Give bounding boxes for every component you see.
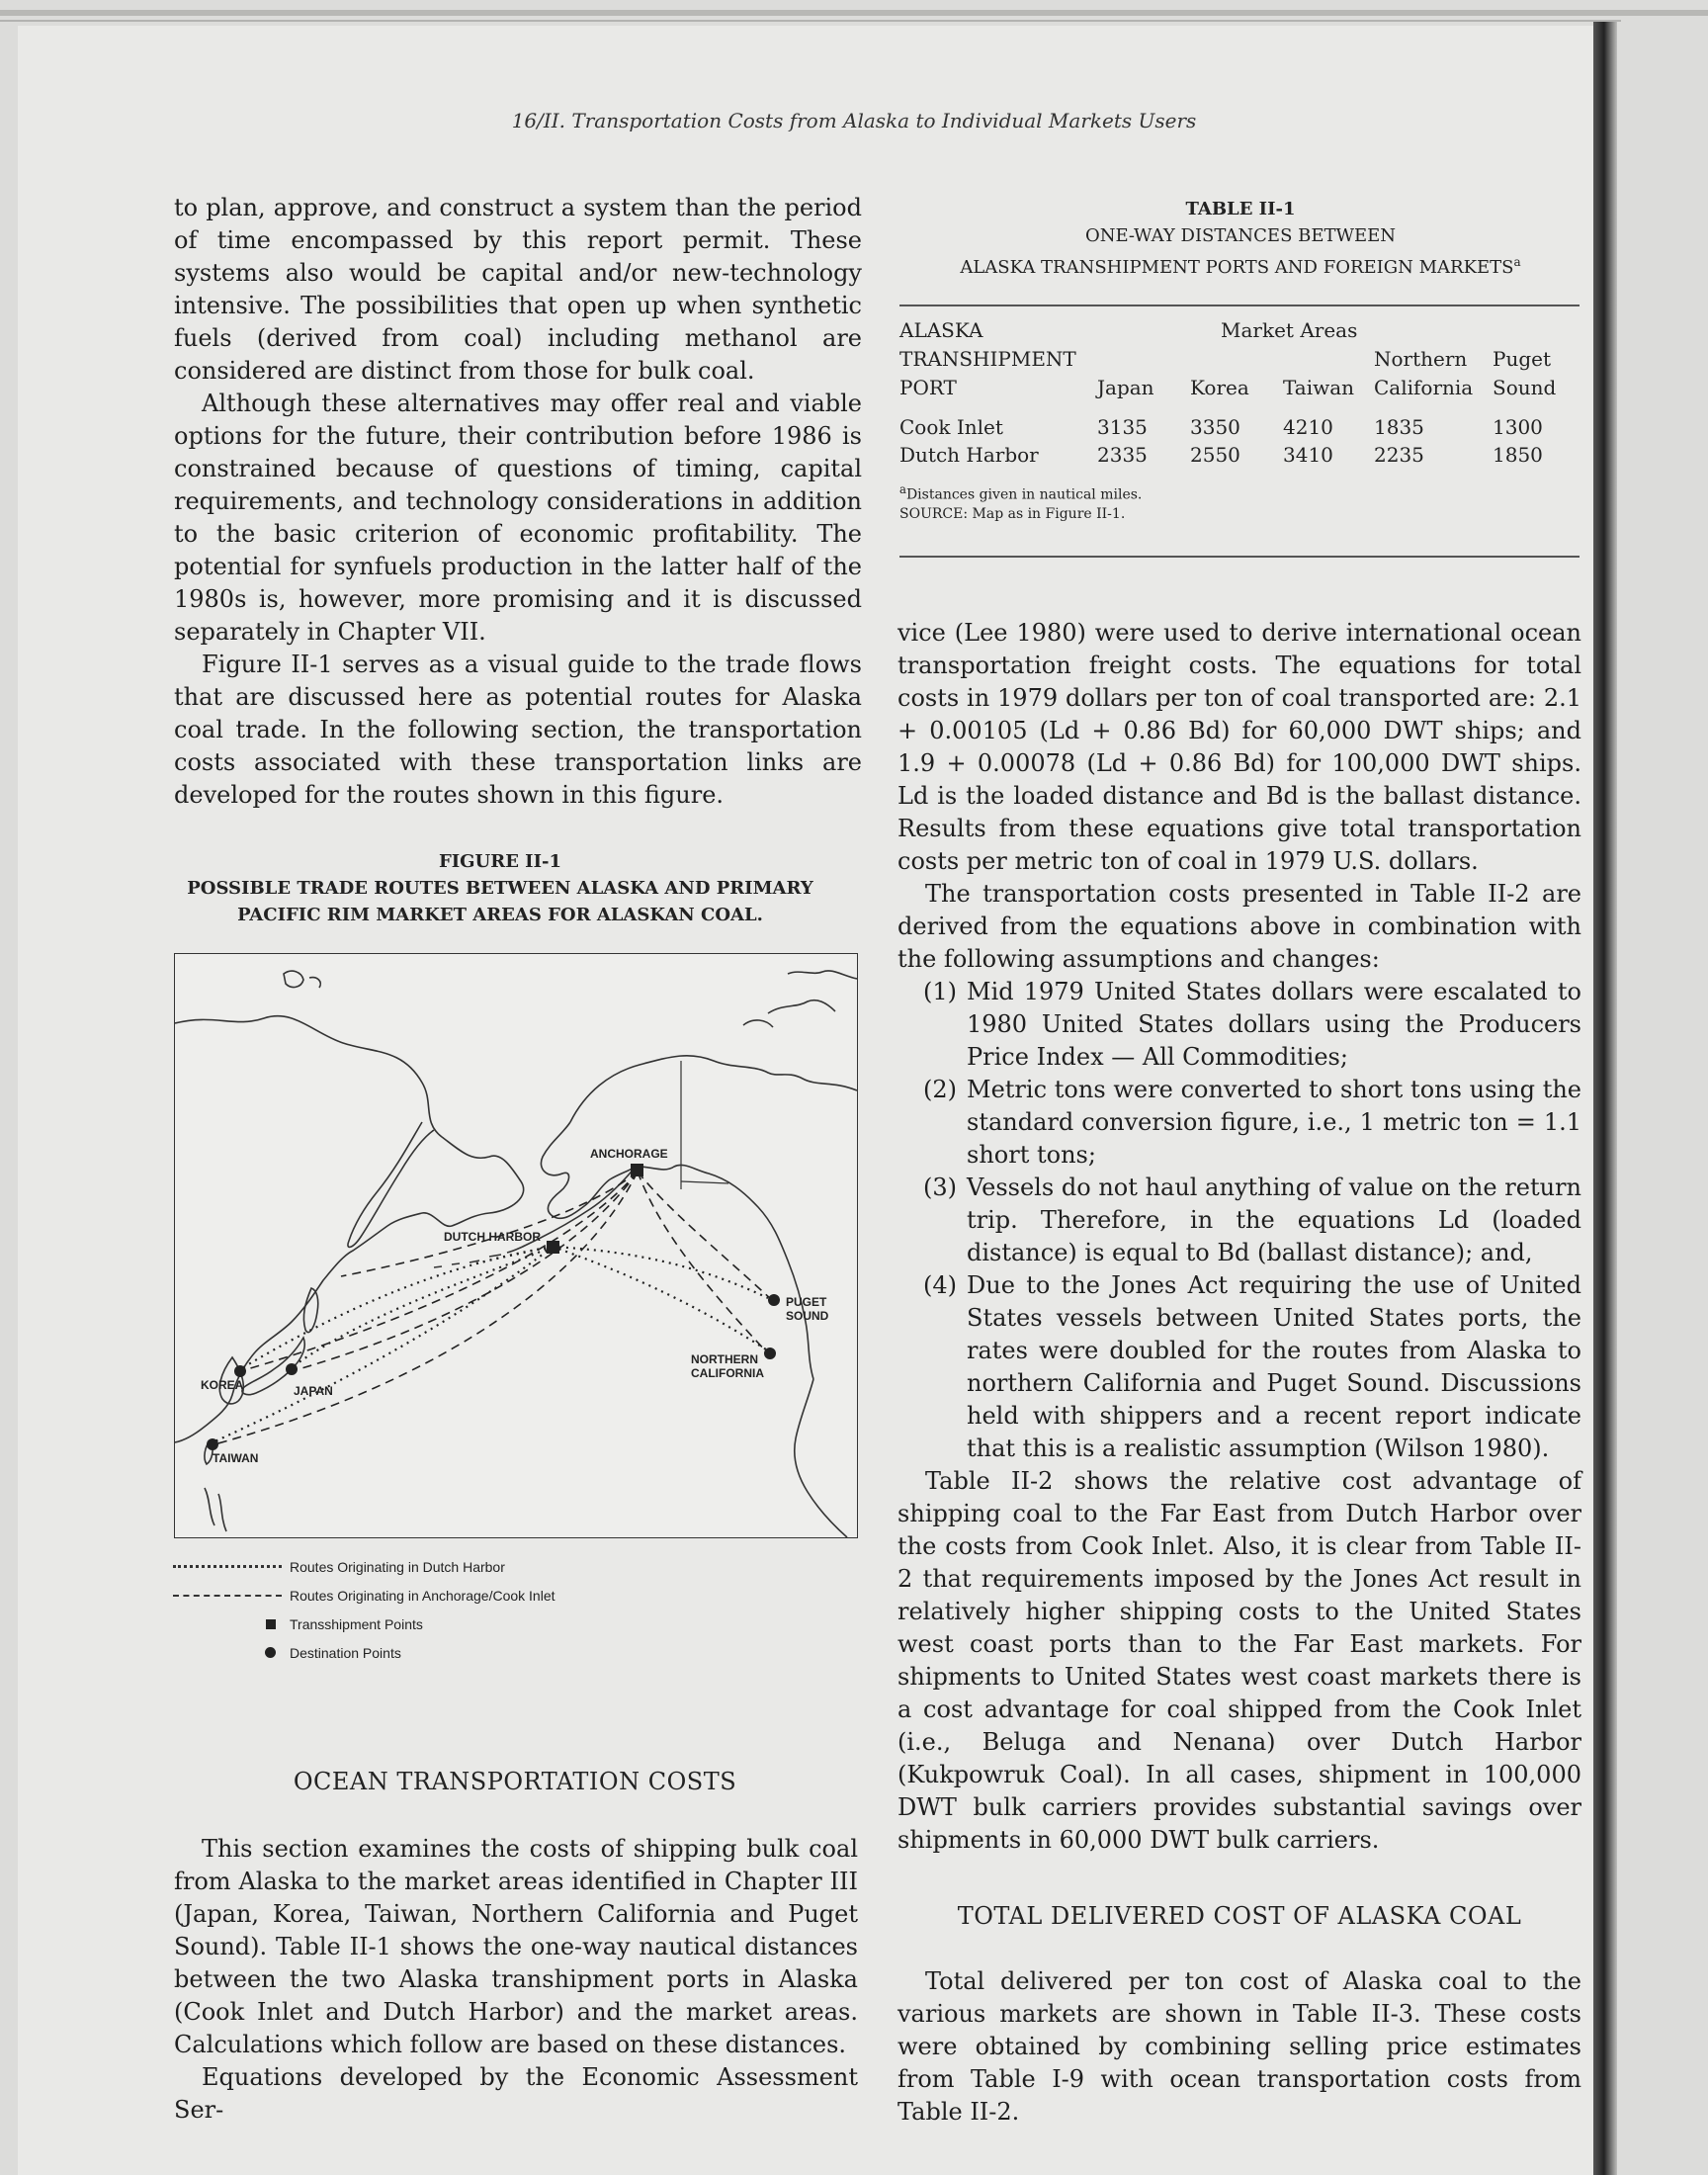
list-text: Due to the Jones Act requiring the use of United States vessels between United States ports, the rates were doubled for the routes from Alaska to northern California and Puget Sound. Discussions held with shippers and a recent report indicate that this is a realistic assumption (Wilson 1980). <box>967 1271 1581 1462</box>
legend-item <box>168 1552 761 1581</box>
route-dh-puget <box>553 1247 768 1298</box>
map-drawing <box>175 954 857 1537</box>
paragraph: Figure II-1 serves as a visual guide to the trade flows that are discussed here as potential routes for Alaska coal trade. In the following section, the transportation costs associated with these transportation links are developed for the routes shown in this figure. <box>174 651 862 809</box>
dutch-harbor-marker <box>547 1241 559 1254</box>
stub-header-line1: ALASKA <box>899 318 983 342</box>
scan-artifact-line <box>0 20 1621 22</box>
col-header-korea: Korea <box>1190 376 1249 399</box>
table-bottom-rule <box>899 556 1580 558</box>
taiwan-marker <box>207 1438 218 1450</box>
northern-california-marker <box>764 1348 776 1359</box>
legend-label: Routes Originating in Anchorage/Cook Inlet <box>290 1587 555 1604</box>
list-item <box>897 976 1581 1074</box>
table-cell: 1835 <box>1374 415 1424 439</box>
list-number: (1) <box>923 978 957 1005</box>
list-text: Mid 1979 United States dollars were escalated to 1980 United States dollars using the Producers Price Index — All Commodities; <box>967 978 1581 1071</box>
list-number: (2) <box>923 1076 957 1103</box>
table-cell: 1850 <box>1493 443 1543 467</box>
legend-item <box>168 1610 761 1638</box>
list-item <box>897 1269 1581 1465</box>
arctic-islands <box>743 971 857 1027</box>
paragraph: The transportation costs presented in Table II-2 are derived from the equations above in combination with the following assumptions and changes: <box>897 880 1581 973</box>
table-title-footnote-mark: a <box>1513 255 1521 269</box>
row-port-cook-inlet: Cook Inlet <box>899 415 1003 439</box>
us-west-coast <box>795 1379 847 1537</box>
legend-label: Routes Originating in Dutch Harbor <box>290 1558 505 1575</box>
table-number: TABLE II-1 <box>1185 199 1296 219</box>
figure-caption <box>174 848 826 928</box>
paragraph: Table II-2 shows the relative cost advantage of shipping coal to the Far East from Dutch Harbor over the costs from Cook Inlet. Also, it is clear from Table II-2 that requirements imposed by the Jones Act result in relatively higher shipping costs to the United States west coast ports than to the Far East markets. For shipments to United States west coast markets there is a cost advantage for coal shipped from the Cook Inlet (i.e., Beluga and Nenana) over Dutch Harbor (Kukpowruk Coal). In all cases, shipment in 100,000 DWT bulk carriers provides substantial savings over shipments in 60,000 DWT bulk carriers. <box>897 1467 1581 1854</box>
figure-number: FIGURE II-1 <box>438 851 562 872</box>
label-puget-2: SOUND <box>786 1309 829 1323</box>
legend-item <box>168 1638 761 1667</box>
route-anc-puget <box>638 1172 772 1300</box>
right-column-text <box>897 617 1581 1857</box>
table-cell: 3350 <box>1190 415 1240 439</box>
anchorage-marker <box>631 1164 643 1176</box>
coastlines <box>175 971 857 1537</box>
assumptions-list <box>897 976 1581 1465</box>
circle-icon <box>265 1647 276 1658</box>
table-cell: 3410 <box>1283 443 1333 467</box>
list-number: (4) <box>923 1271 957 1299</box>
table-cell: 2335 <box>1097 443 1148 467</box>
running-header: 16/II. Transportation Costs from Alaska to Individual Markets Users <box>511 109 1197 132</box>
trade-routes-map <box>174 953 858 1538</box>
table-cell: 2550 <box>1190 443 1240 467</box>
alaska-west-coast <box>541 1122 636 1218</box>
book-spine-shadow <box>1593 22 1617 2175</box>
label-norcal-1: NORTHERN <box>691 1352 758 1366</box>
kamchatka-coast <box>348 1122 434 1247</box>
list-item <box>897 1172 1581 1269</box>
label-dutch-harbor: DUTCH HARBOR <box>444 1230 541 1244</box>
legend-label: Destination Points <box>290 1644 401 1661</box>
table-cell: 2235 <box>1374 443 1424 467</box>
philippines-coast <box>205 1488 226 1531</box>
label-taiwan: TAIWAN <box>213 1451 259 1465</box>
route-anc-korea <box>240 1172 638 1371</box>
label-japan: JAPAN <box>294 1384 333 1398</box>
table-title-line2: ALASKA TRANSHIPMENT PORTS AND FOREIGN MARKETS$^a$ <box>960 255 1521 278</box>
legend-item <box>168 1581 761 1610</box>
list-item <box>897 1074 1581 1172</box>
scan-artifact-top <box>0 10 1708 16</box>
label-anchorage: ANCHORAGE <box>590 1147 668 1161</box>
small-islands <box>284 971 320 988</box>
col-header-japan: Japan <box>1097 376 1154 399</box>
paragraph: Although these alternatives may offer real and viable options for the future, their contribution before 1986 is constrained because of questions of timing, capital requirements, and technology considerations in addition to the basic criterion of economic profitability. The potential for synfuels production in the latter half of the 1980s is, however, more promising and it is discussed separately in Chapter VII. <box>174 390 862 646</box>
list-text: Metric tons were converted to short tons using the standard conversion figure, i.e., 1 metric ton = 1.1 short tons; <box>967 1076 1581 1169</box>
alaska-north-coast <box>570 1056 857 1122</box>
col-header-taiwan: Taiwan <box>1283 376 1355 399</box>
table-cell: 4210 <box>1283 415 1333 439</box>
list-number: (3) <box>923 1174 957 1201</box>
label-puget-1: PUGET <box>786 1295 827 1309</box>
square-icon <box>266 1619 276 1629</box>
section-heading-total: TOTAL DELIVERED COST OF ALASKA COAL <box>957 1902 1522 1930</box>
col-header-line1: Northern <box>1374 347 1468 371</box>
col-header-california: California <box>1374 376 1474 399</box>
dashed-line-icon <box>173 1595 282 1597</box>
paragraph: vice (Lee 1980) were used to derive international ocean transportation freight costs. The equations for total costs in 1979 dollars per ton of coal transported are: 2.1 + 0.00105 (Ld + 0.86 Bd) for 60,000 DWT ships; and 1.9 + 0.00078 (Ld + 0.86 Bd) for 100,000 DWT ships. Ld is the loaded distance and Bd is the ballast distance. Results from these equations give total transportation costs per metric ton of coal in 1979 U.S. dollars. <box>897 619 1581 875</box>
paragraph: Equations developed by the Economic Assessment Ser- <box>174 2063 858 2124</box>
route-anc-norcal <box>638 1172 768 1353</box>
table-title-line1: ONE-WAY DISTANCES BETWEEN <box>1084 225 1397 246</box>
puget-sound-marker <box>768 1294 780 1306</box>
table-top-rule <box>899 304 1580 306</box>
table-footnote <box>899 482 1142 503</box>
col-header-sound: Sound <box>1493 376 1557 399</box>
japan-marker <box>286 1363 298 1375</box>
table-source: SOURCE: Map as in Figure II-1. <box>899 506 1126 522</box>
map-labels <box>201 1147 829 1465</box>
route-dh-norcal <box>553 1247 766 1349</box>
stub-header-line2: TRANSHIPMENT <box>899 347 1076 371</box>
section-heading-ocean: OCEAN TRANSPORTATION COSTS <box>293 1768 737 1795</box>
paragraph: to plan, approve, and construct a system than the period of time encompassed by this report permit. These systems also would be capital and/or new-technology intensive. The possibilities that open up when synthetic fuels (derived from coal) including methanol are considered are distinct from those for bulk coal. <box>174 194 862 385</box>
map-legend <box>168 1552 761 1667</box>
left-column-text <box>174 192 862 812</box>
row-port-dutch-harbor: Dutch Harbor <box>899 443 1039 467</box>
table-cell: 1300 <box>1493 415 1543 439</box>
table-caption <box>899 196 1581 281</box>
total-section-text <box>897 1965 1581 2129</box>
stub-header-line3: PORT <box>899 376 957 399</box>
korea-marker <box>234 1365 246 1377</box>
label-korea: KOREA <box>201 1378 244 1392</box>
paragraph: Total delivered per ton cost of Alaska coal to the various markets are shown in Table II-3. These costs were obtained by combining selling price estimates from Table I-9 with ocean transportation costs from Table II-2. <box>897 1967 1581 2126</box>
ocean-section-text <box>174 1833 858 2127</box>
legend-label: Transshipment Points <box>290 1615 423 1632</box>
figure-title-line2: PACIFIC RIM MARKET AREAS FOR ALASKAN COAL. <box>237 905 763 925</box>
gulf-of-alaska-coast <box>636 1165 813 1379</box>
group-header: Market Areas <box>1221 318 1358 342</box>
figure-title-line1: POSSIBLE TRADE ROUTES BETWEEN ALASKA AND PRIMARY <box>187 878 813 899</box>
col-header-line1: Puget <box>1493 347 1552 371</box>
list-text: Vessels do not haul anything of value on the return trip. Therefore, in the equations Ld (loaded distance) is equal to Bd (ballast distance); and, <box>967 1174 1581 1266</box>
label-norcal-2: CALIFORNIA <box>691 1366 764 1380</box>
paragraph: This section examines the costs of shipping bulk coal from Alaska to the market areas identified in Chapter III (Japan, Korea, Taiwan, Northern California and Puget Sound). Table II-1 shows the one-way nautical distances between the two Alaska transhipment ports in Alaska (Cook Inlet and Dutch Harbor) and the market areas. Calculations which follow are based on these distances. <box>174 1835 858 2058</box>
footnote-text: Distances given in nautical miles. <box>905 486 1143 503</box>
dotted-line-icon <box>173 1565 282 1568</box>
table-cell: 3135 <box>1097 415 1148 439</box>
hokkaido-coast <box>303 1288 317 1333</box>
footnote-mark: a <box>899 482 906 496</box>
border-panhandle <box>681 1181 728 1183</box>
